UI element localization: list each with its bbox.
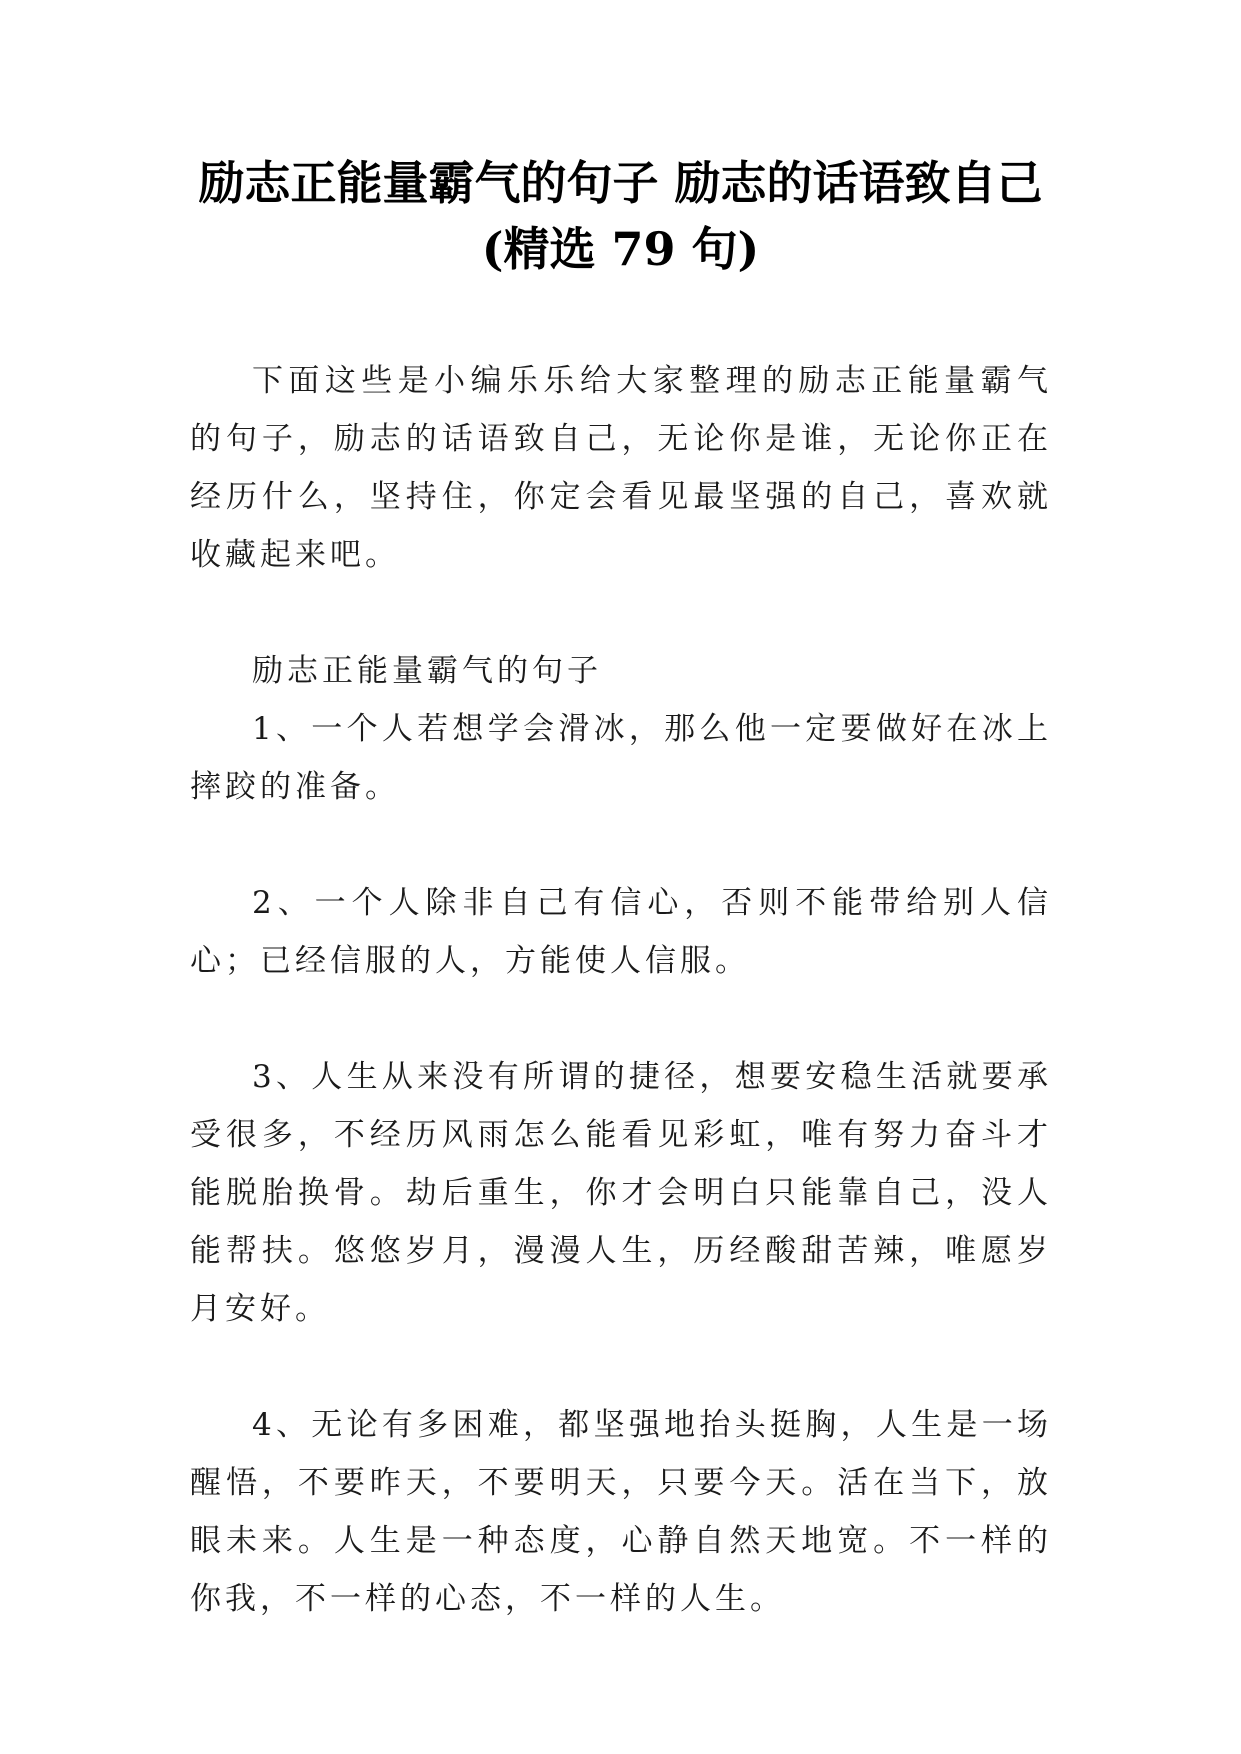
list-item: 2、一个人除非自己有信心，否则不能带给别人信心；已经信服的人，方能使人信服。	[190, 885, 1052, 979]
section-heading: 励志正能量霸气的句子	[252, 653, 602, 689]
document-title	[180, 150, 1061, 282]
list-item: 1、一个人若想学会滑冰，那么他一定要做好在冰上摔跤的准备。	[190, 711, 1052, 805]
list-item: 3、人生从来没有所谓的捷径，想要安稳生活就要承受很多，不经历风雨怎么能看见彩虹，唯有努力奋斗才能脱胎换骨。劫后重生，你才会明白只能靠自己，没人能帮扶。悠悠岁月，漫漫人生，历经酸甜苦辣，唯愿岁月安好。	[190, 1059, 1052, 1327]
document-body	[190, 352, 1052, 1628]
list-item: 4、无论有多困难，都坚强地抬头挺胸，人生是一场醒悟，不要昨天，不要明天，只要今天。活在当下，放眼未来。人生是一种态度，心静自然天地宽。不一样的你我，不一样的心态，不一样的人生。	[190, 1407, 1052, 1617]
intro-paragraph: 下面这些是小编乐乐给大家整理的励志正能量霸气的句子，励志的话语致自己，无论你是谁，无论你正在经历什么，坚持住，你定会看见最坚强的自己，喜欢就收藏起来吧。	[190, 363, 1052, 573]
title-line-2: (精选 79 句)	[481, 222, 760, 276]
title-line-1: 励志正能量霸气的句子 励志的话语致自己	[198, 156, 1043, 210]
